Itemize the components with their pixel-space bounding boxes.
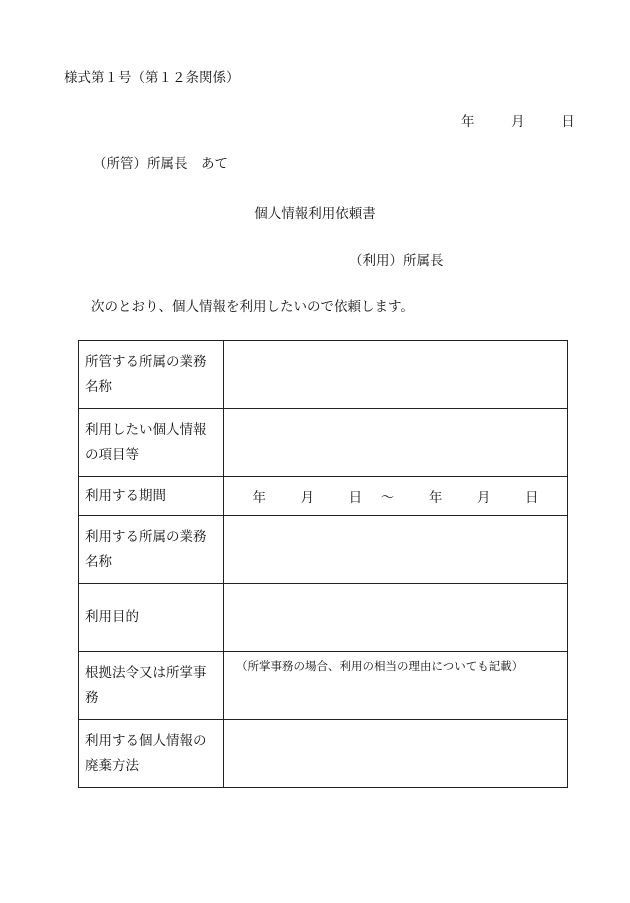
period-from-year: 年 <box>252 490 266 506</box>
period-from-day: 日 <box>348 490 363 506</box>
period-to-year: 年 <box>428 490 443 506</box>
field-legal-basis[interactable]: （所掌事務の場合、利用の相当の理由についても記載） <box>224 652 568 720</box>
table-row <box>79 516 568 584</box>
field-disposal-method[interactable] <box>224 720 568 788</box>
form-number: 様式第１号（第１２条関係） <box>64 70 240 86</box>
row-label-purpose: 利用目的 <box>79 584 224 652</box>
date-year: 年 <box>461 114 475 130</box>
table-row <box>79 409 568 477</box>
document-title: 個人情報利用依頼書 <box>254 206 376 222</box>
date-day: 日 <box>561 114 575 130</box>
row-label-business-name: 所管する所属の業務名称 <box>79 341 224 409</box>
date-line <box>461 110 575 130</box>
field-purpose[interactable] <box>224 584 568 652</box>
intro-text: 次のとおり、個人情報を利用したいので依頼します。 <box>91 299 414 315</box>
period-to-month: 月 <box>476 490 491 506</box>
date-month: 月 <box>511 114 525 130</box>
period-separator: ～ <box>380 490 395 506</box>
addressee: （所管）所属長 あて <box>93 156 228 172</box>
period-from-month: 月 <box>300 490 315 506</box>
field-using-business-name[interactable] <box>224 516 568 584</box>
table-row <box>79 652 568 720</box>
requester: （利用）所属長 <box>349 253 444 269</box>
table-row <box>79 720 568 788</box>
request-form-table <box>78 340 568 788</box>
row-label-legal-basis: 根拠法令又は所掌事務 <box>79 652 224 720</box>
row-label-period: 利用する期間 <box>79 477 224 516</box>
row-label-disposal-method: 利用する個人情報の廃棄方法 <box>79 720 224 788</box>
table-row <box>79 584 568 652</box>
row-label-using-business-name: 利用する所属の業務名称 <box>79 516 224 584</box>
field-period[interactable] <box>224 477 568 516</box>
period-to-day: 日 <box>525 490 539 506</box>
table-row <box>79 477 568 516</box>
row-label-info-items: 利用したい個人情報の項目等 <box>79 409 224 477</box>
table-row <box>79 341 568 409</box>
field-info-items[interactable] <box>224 409 568 477</box>
field-business-name[interactable] <box>224 341 568 409</box>
